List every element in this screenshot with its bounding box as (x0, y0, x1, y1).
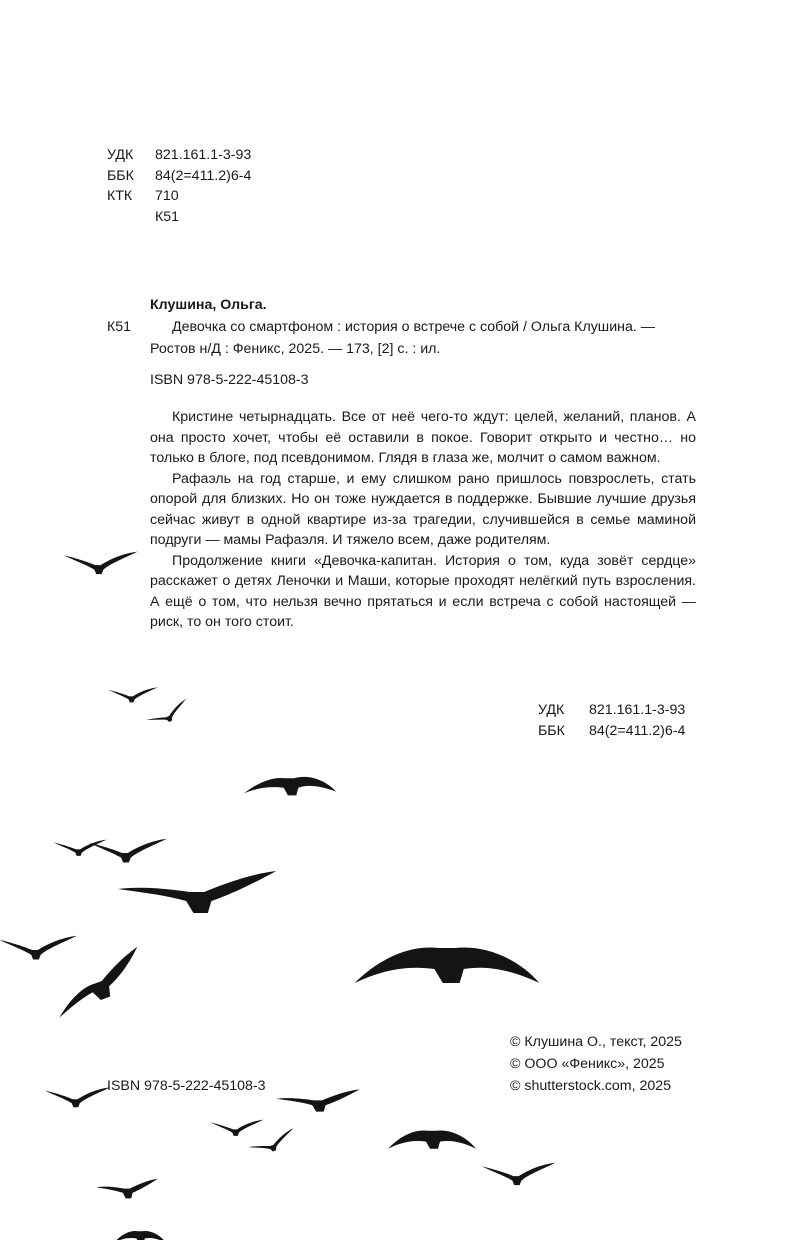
seagull-icon (482, 1163, 556, 1186)
annotation-paragraph: Кристине четырнадцать. Все от неё чего-то ждут: целей, желаний, планов. А она просто хочет, чтобы её оставили в покое. Говорит открыто и честно… но только в блоге, под псевдонимом. Глядя в глаза же, молчит о самом важном. (150, 409, 696, 466)
code-key (107, 207, 155, 228)
seagull-icon (244, 777, 336, 795)
seagull-icon (388, 1131, 476, 1149)
imprint-line: Ростов н/Д : Феникс, 2025. — 173, [2] с. : ил. (150, 341, 441, 357)
seagull-icon (96, 1179, 158, 1199)
copyright-line: © Клушина О., текст, 2025 (510, 1034, 682, 1050)
code-key: ББК (538, 722, 565, 739)
code-value: 710 (155, 188, 179, 204)
copyright-block (510, 1031, 682, 1097)
code-value: 84(2=411.2)6-4 (589, 722, 686, 739)
bbk-row (107, 166, 251, 187)
isbn-bottom: ISBN 978-5-222-45108-3 (107, 1078, 266, 1094)
copyright-line: © ООО «Феникс», 2025 (510, 1056, 665, 1072)
code-value: 821.161.1-3-93 (155, 147, 252, 163)
code-value: 84(2=411.2)6-4 (155, 167, 252, 184)
code-key: УДК (107, 147, 134, 163)
annotation-paragraph: Продолжение книги «Девочка-капитан. История о том, куда зовёт сердце» расскажет о детях Леночки и Маши, которые проходят нелёгкий путь взросления. А ещё о том, что нельзя вечно прятаться и если встреча с собой настоящей — риск, то он того стоит. (150, 552, 696, 630)
code-key: КТК (107, 188, 133, 204)
seagull-icon (64, 552, 138, 575)
seagull-icon (0, 936, 77, 960)
udk-row (538, 700, 685, 721)
isbn-record: ISBN 978-5-222-45108-3 (150, 372, 309, 388)
seagull-icon (108, 687, 157, 702)
classification-codes-top (107, 145, 251, 227)
seagull-icon (118, 871, 276, 913)
ktk-row (107, 186, 251, 207)
code-value: 821.161.1-3-93 (589, 702, 686, 718)
author-heading: Клушина, Ольга. (150, 297, 267, 313)
code-key: ББК (107, 167, 134, 184)
seagull-icon (355, 947, 540, 983)
annotation (150, 407, 696, 633)
seagull-icon (53, 840, 106, 856)
author-mark-row (107, 207, 251, 228)
seagull-icon (210, 1120, 263, 1136)
author-mark: К51 (107, 319, 132, 335)
classification-codes-bottom (538, 700, 685, 741)
code-key: УДК (538, 702, 565, 718)
udk-row (107, 145, 251, 166)
annotation-paragraph: Рафаэль на год старше, и ему слишком рано пришлось повзрослеть, стать опорой для близких. Но он тоже нуждается в поддержке. Бывшие лучшие друзья сейчас живут в одной квартире из-за трагедии, случившейся в семье маминой подруги — мамы Рафаэля. И тяжело всем, даже родителям. (150, 470, 696, 548)
seagull-icon (276, 1089, 360, 1111)
seagull-icon (145, 699, 192, 731)
code-value: К51 (155, 208, 180, 225)
title-line: Девочка со смартфоном : история о встрече с собой / Ольга Клушина. — (172, 319, 655, 335)
seagull-icon (46, 947, 151, 1018)
bbk-row (538, 721, 685, 742)
seagull-icon (247, 1128, 298, 1159)
seagull-icon (114, 1231, 167, 1240)
copyright-line: © shutterstock.com, 2025 (510, 1078, 672, 1094)
seagull-icon (45, 1087, 111, 1107)
